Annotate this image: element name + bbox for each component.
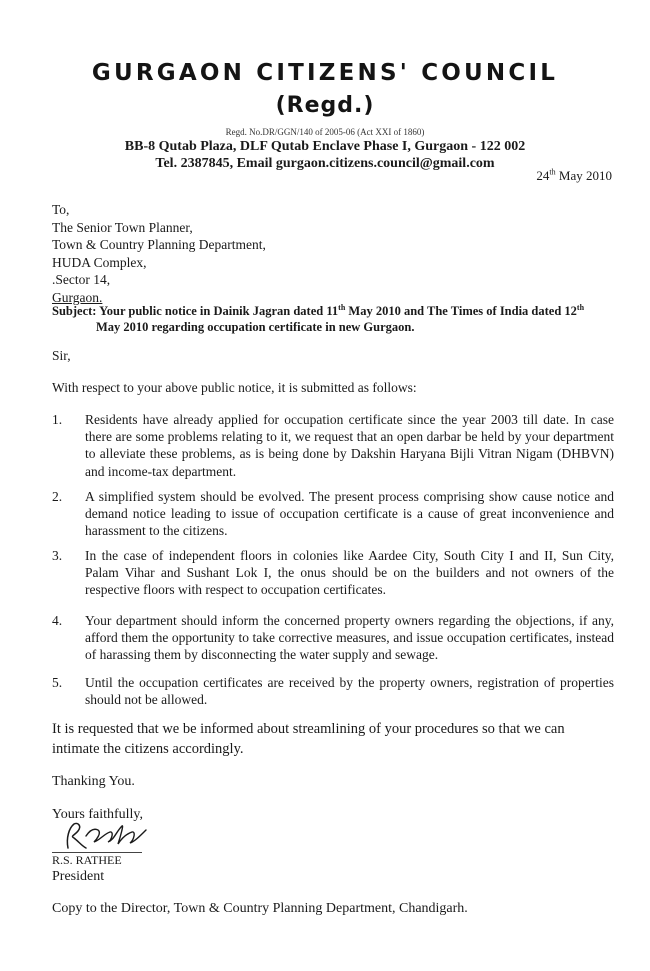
recipient-line-city: Gurgaon. xyxy=(52,289,103,305)
letter-date xyxy=(536,168,612,184)
point-number: 3. xyxy=(52,548,63,563)
point-4 xyxy=(52,612,614,664)
point-3 xyxy=(52,547,614,599)
intro-paragraph: With respect to your above public notice, it is submitted as follows: xyxy=(52,380,417,395)
date-day: 24 xyxy=(536,168,550,183)
point-2 xyxy=(52,488,614,540)
recipient-block xyxy=(52,201,266,307)
point-number: 2. xyxy=(52,489,63,504)
signer-title: President xyxy=(52,869,105,884)
recipient-to: To, xyxy=(52,202,70,217)
subject-part-2: May 2010 and The Times of India dated 12 xyxy=(345,304,577,318)
recipient-line: .Sector 14, xyxy=(52,272,111,288)
subject-superscript-2: th xyxy=(576,302,585,312)
subject-superscript-1: th xyxy=(338,302,346,312)
valediction: Yours faithfully, xyxy=(52,807,144,822)
point-text: Residents have already applied for occupation certificate since the year 2003 till date. In case there are some problems relating to it, we request that an open darbar be held by your department to alleviate these problems, as is being done by Dakshin Haryana Bijli Vitran Nigam (DHBVN) and income-tax department. xyxy=(85,412,614,479)
salutation: Sir, xyxy=(52,348,71,363)
organization-contact: Tel. 2387845, Email gurgaon.citizens.council@gmail.com xyxy=(155,156,495,171)
point-text: A simplified system should be evolved. The present process comprising show cause notice and demand notice leading to issue of occupation certificate is a cause of great inconvenience and harassment to the citizens. xyxy=(85,489,614,539)
copy-to-line: Copy to the Director, Town & Country Planning Department, Chandigarh. xyxy=(52,901,468,916)
subject-part-1: Subject: Your public notice in Dainik Jagran dated 11 xyxy=(52,304,339,318)
organization-address: BB-8 Qutab Plaza, DLF Qutab Enclave Phase I, Gurgaon - 122 002 xyxy=(124,139,526,154)
point-text: Your department should inform the concerned property owners regarding the objections, if any, afford them the opportunity to take corrective measures, and issue occupation certificates, instead of harassing them by disconnecting the water supply and sewage. xyxy=(85,613,614,663)
date-suffix: th xyxy=(549,167,556,177)
recipient-line: HUDA Complex, xyxy=(52,254,147,270)
registration-number: Regd. No.DR/GGN/140 of 2005-06 (Act XXI of 1860) xyxy=(225,127,425,137)
signer-name: R.S. RATHEE xyxy=(52,853,122,867)
point-number: 5. xyxy=(52,675,63,690)
closing-paragraph: It is requested that we be informed about streamlining of your procedures so that we can intimate the citizens accordingly. xyxy=(52,721,565,757)
recipient-line: The Senior Town Planner, xyxy=(52,219,193,235)
point-text: In the case of independent floors in colonies like Aardee City, South City I and II, Sun City, Palam Vihar and Sushant Lok I, the onus should be on the builders and not owners of the respective floors with respect to occupation certificates. xyxy=(85,548,614,598)
point-1 xyxy=(52,411,614,480)
recipient-line: Town & Country Planning Department, xyxy=(52,237,266,253)
point-5 xyxy=(52,674,614,708)
point-text: Until the occupation certificates are received by the property owners, registration of properties should not be allowed. xyxy=(85,675,614,708)
organization-registered-mark: (Regd.) xyxy=(275,93,375,118)
subject-line xyxy=(52,303,612,335)
thanks-line: Thanking You. xyxy=(52,774,135,789)
point-number: 1. xyxy=(52,412,63,427)
organization-name: GURGAON CITIZENS' COUNCIL xyxy=(91,60,559,86)
point-number: 4. xyxy=(52,613,63,628)
subject-part-3: May 2010 regarding occupation certificate in new Gurgaon. xyxy=(96,320,415,334)
date-month-year: May 2010 xyxy=(555,168,612,183)
